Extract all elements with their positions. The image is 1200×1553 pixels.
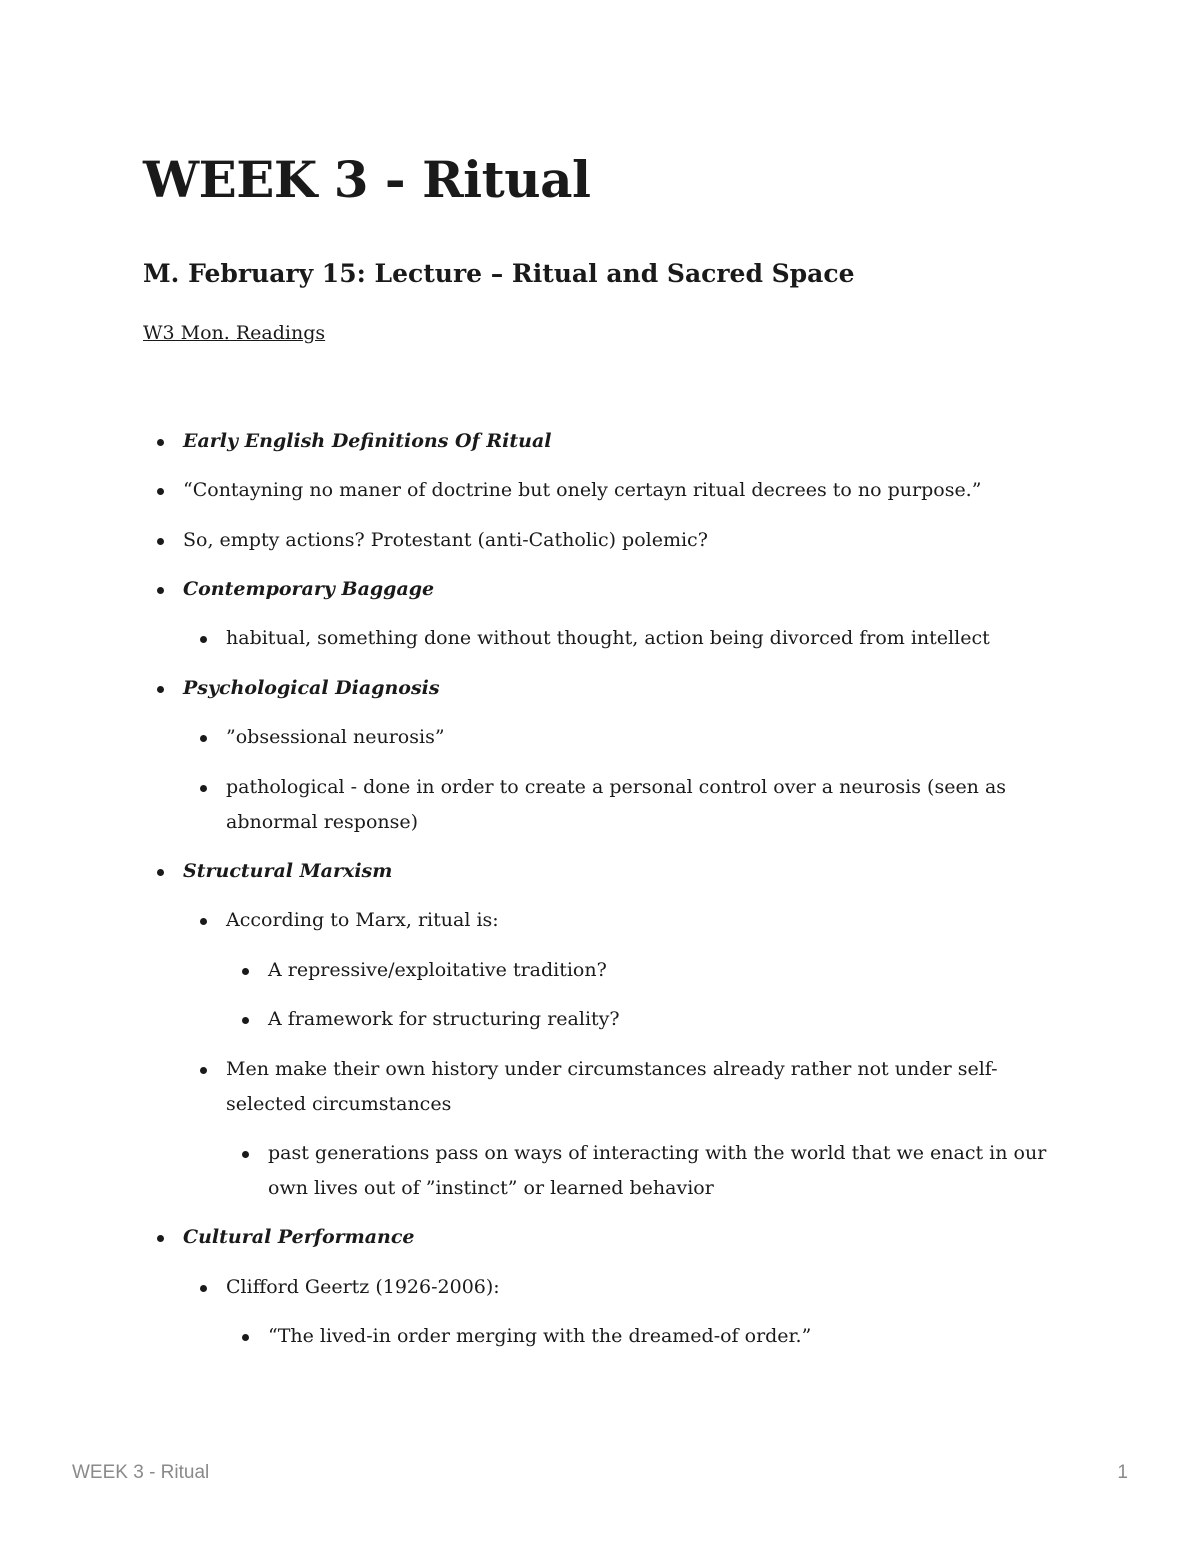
section-heading: M. February 15: Lecture – Ritual and Sacred Space [143, 259, 855, 288]
bullet-dot-icon [157, 488, 164, 495]
list-item-text: “Contayning no maner of doctrine but onely certayn ritual decrees to no purpose.” [183, 479, 982, 501]
list-item [183, 1220, 1063, 1255]
bullet-dot-icon [200, 1285, 207, 1292]
bullet-dot-icon [157, 439, 164, 446]
list-item [183, 523, 1063, 558]
list-item-text: A repressive/exploitative tradition? [268, 959, 607, 981]
readings-link[interactable]: W3 Mon. Readings [143, 322, 326, 344]
bullet-dot-icon [242, 1334, 249, 1341]
list-item-text: Cultural Performance [183, 1226, 415, 1248]
list-item-text: So, empty actions? Protestant (anti-Catholic) polemic? [183, 529, 708, 551]
list-item-text: “The lived-in order merging with the dreamed-of order.” [268, 1325, 812, 1347]
list-item [226, 621, 1066, 656]
list-item-text: Contemporary Baggage [183, 578, 435, 600]
bullet-dot-icon [157, 538, 164, 545]
list-item [268, 1319, 1058, 1354]
footer-title: WEEK 3 - Ritual [72, 1462, 210, 1483]
list-item [183, 473, 1063, 508]
list-item-text: A framework for structuring reality? [268, 1008, 620, 1030]
list-item-text: Men make their own history under circumstances already rather not under self-selected circumstances [226, 1058, 998, 1115]
bullet-dot-icon [200, 918, 207, 925]
list-item-text: According to Marx, ritual is: [226, 909, 499, 931]
list-item-text: Psychological Diagnosis [183, 677, 440, 699]
list-item-text: Structural Marxism [183, 860, 393, 882]
bullet-dot-icon [200, 1067, 207, 1074]
list-item [183, 854, 1063, 889]
bullet-dot-icon [242, 1151, 249, 1158]
list-item-text: pathological - done in order to create a personal control over a neurosis (seen as abnormal response) [226, 776, 1007, 833]
bullet-dot-icon [157, 587, 164, 594]
list-item [183, 424, 1063, 459]
list-item [226, 1052, 1066, 1122]
list-item-text: habitual, something done without thought, action being divorced from intellect [226, 627, 990, 649]
bullet-dot-icon [200, 735, 207, 742]
list-item [183, 572, 1063, 607]
bullet-dot-icon [157, 1235, 164, 1242]
list-item [183, 671, 1063, 706]
list-item [268, 1002, 1058, 1037]
page-title: WEEK 3 - Ritual [143, 150, 591, 209]
bullet-dot-icon [242, 1017, 249, 1024]
bullet-dot-icon [242, 968, 249, 975]
bullet-dot-icon [200, 636, 207, 643]
list-item-text: ”obsessional neurosis” [226, 726, 445, 748]
bullet-dot-icon [200, 785, 207, 792]
list-item [226, 1270, 1066, 1305]
list-item [226, 903, 1066, 938]
page-number: 1 [1117, 1462, 1128, 1483]
list-item-text: Early English Definitions Of Ritual [183, 430, 552, 452]
bullet-dot-icon [157, 686, 164, 693]
list-item [268, 1136, 1058, 1206]
list-item-text: Clifford Geertz (1926-2006): [226, 1276, 500, 1298]
bullet-dot-icon [157, 869, 164, 876]
list-item [226, 770, 1066, 840]
list-item [226, 720, 1066, 755]
list-item [268, 953, 1058, 988]
list-item-text: past generations pass on ways of interacting with the world that we enact in our own lives out of ”instinct” or learned behavior [268, 1142, 1047, 1199]
